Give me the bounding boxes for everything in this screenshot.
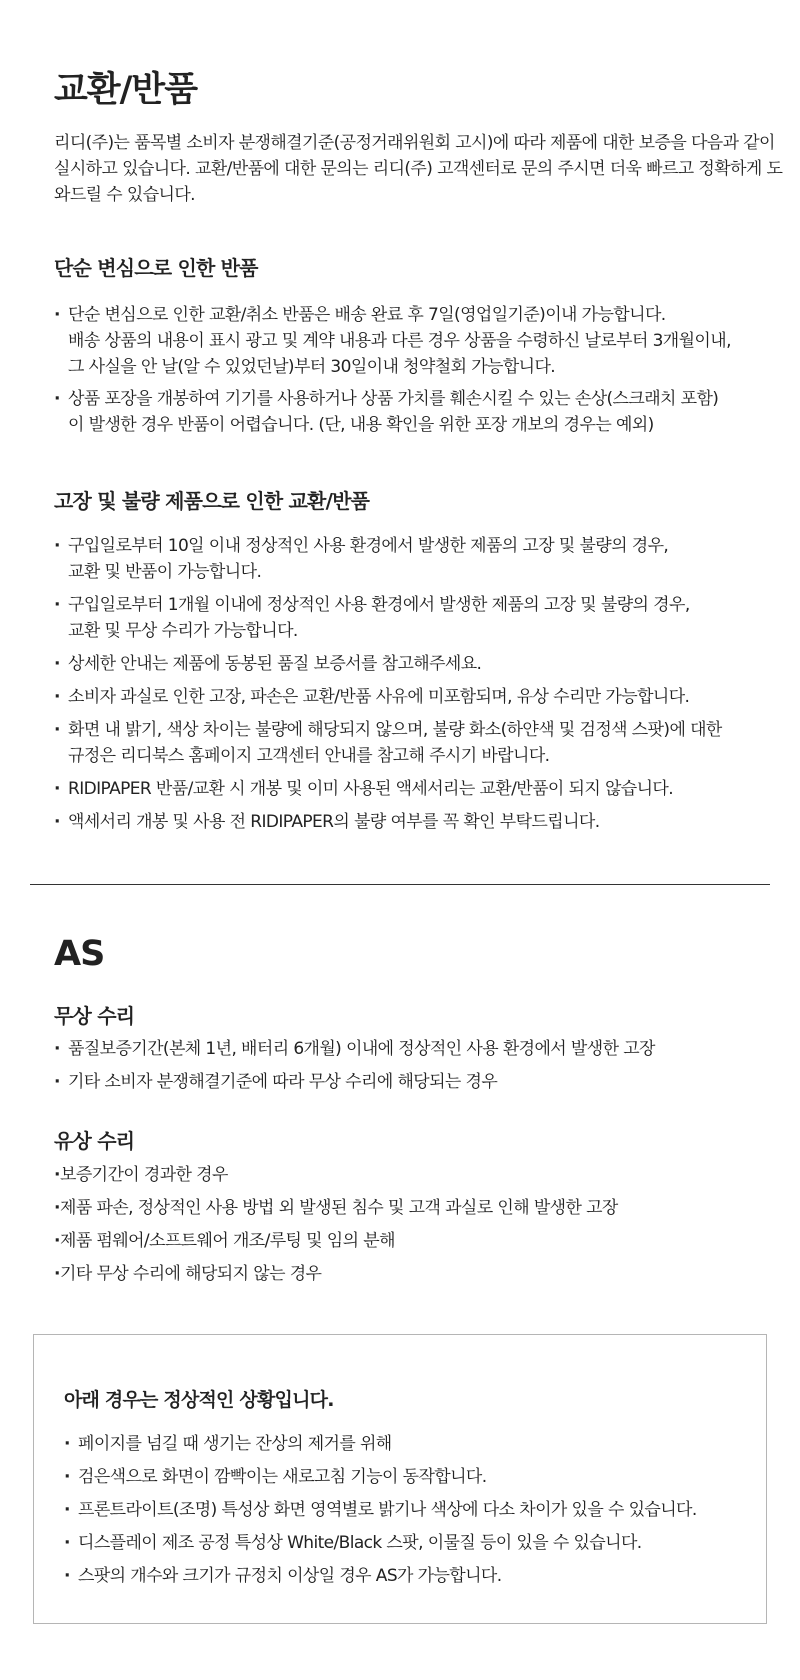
list-item: · 소비자 과실로 인한 고장, 파손은 교환/반품 사유에 미포함되며, 유상 수리만 가능합니다. [54, 684, 794, 710]
paid-repair-title: 유상 수리 [54, 1129, 135, 1153]
exchange-return-intro: 리디(주)는 품목별 소비자 분쟁해결기준(공정거래위원회 고시)에 따라 제품에 대한 보증을 다음과 같이 실시하고 있습니다. 교환/반품에 대한 문의는 리디(주) 고객센터로 문의 주시면 더욱 빠르고 정확하게 도와드릴 수 있습니다. [54, 133, 783, 205]
normal-cases-title: 아래 경우는 정상적인 상황입니다. [64, 1389, 334, 1411]
list-item: · 제품 파손, 정상적인 사용 방법 외 발생된 침수 및 고객 과실로 인해 발생한 고장 [54, 1195, 784, 1221]
list-item: · 제품 펌웨어/소프트웨어 개조/루팅 및 임의 분해 [54, 1228, 784, 1254]
exchange-return-title: 교환/반품 [54, 70, 198, 110]
defect-title: 고장 및 불량 제품으로 인한 교환/반품 [54, 489, 370, 513]
list-item: · 액세서리 개봉 및 사용 전 RIDIPAPER의 불량 여부를 꼭 확인 부탁드립니다. [54, 809, 794, 835]
list-item: · 디스플레이 제조 공정 특성상 White/Black 스팟, 이물질 등이 있을 수 있습니다. [64, 1530, 754, 1556]
list-item: · 프론트라이트(조명) 특성상 화면 영역별로 밝기나 색상에 다소 차이가 있을 수 있습니다. [64, 1497, 754, 1523]
free-repair-list [54, 1036, 784, 1102]
list-item: · 기타 소비자 분쟁해결기준에 따라 무상 수리에 해당되는 경우 [54, 1069, 784, 1095]
free-repair-title: 무상 수리 [54, 1004, 135, 1028]
list-item: · 기타 무상 수리에 해당되지 않는 경우 [54, 1261, 784, 1287]
list-item: · 검은색으로 화면이 깜빡이는 새로고침 기능이 동작합니다. [64, 1464, 754, 1490]
simple-change-title: 단순 변심으로 인한 반품 [54, 256, 258, 280]
normal-cases-box [33, 1334, 767, 1624]
list-item: · 품질보증기간(본체 1년, 배터리 6개월) 이내에 정상적인 사용 환경에서 발생한 고장 [54, 1036, 784, 1062]
as-title: AS [54, 934, 105, 974]
list-item: · RIDIPAPER 반품/교환 시 개봉 및 이미 사용된 액세서리는 교환/반품이 되지 않습니다. [54, 776, 794, 802]
normal-cases-list [64, 1431, 754, 1596]
list-item: · 구입일로부터 10일 이내 정상적인 사용 환경에서 발생한 제품의 고장 및 불량의 경우, 교환 및 반품이 가능합니다. [54, 533, 794, 585]
defect-list [54, 533, 794, 842]
list-item: · 화면 내 밝기, 색상 차이는 불량에 해당되지 않으며, 불량 화소(하얀색 및 검정색 스팟)에 대한 규정은 리디북스 홈페이지 고객센터 안내를 참고해 주시기 바랍니다. [54, 717, 794, 769]
list-item: · 상세한 안내는 제품에 동봉된 품질 보증서를 참고해주세요. [54, 651, 794, 677]
list-item: · 단순 변심으로 인한 교환/취소 반품은 배송 완료 후 7일(영업일기준)이내 가능합니다. 배송 상품의 내용이 표시 광고 및 계약 내용과 다른 경우 상품을 수령하신 날로부터 3개월이내, 그 사실을 안 날(알 수 있었던날)부터 30일이내 청약철회 가능합니다. [54, 302, 794, 380]
list-item: · 상품 포장을 개봉하여 기기를 사용하거나 상품 가치를 훼손시킬 수 있는 손상(스크래치 포함) 이 발생한 경우 반품이 어렵습니다. (단, 내용 확인을 위한 포장 개보의 경우는 예외) [54, 386, 794, 438]
list-item: · 보증기간이 경과한 경우 [54, 1162, 784, 1188]
list-item: · 페이지를 넘길 때 생기는 잔상의 제거를 위해 [64, 1431, 754, 1457]
exchange-return-header [54, 62, 784, 208]
simple-change-list [54, 302, 794, 444]
list-item: · 구입일로부터 1개월 이내에 정상적인 사용 환경에서 발생한 제품의 고장 및 불량의 경우, 교환 및 무상 수리가 가능합니다. [54, 592, 794, 644]
paid-repair-list [54, 1162, 784, 1294]
list-item: · 스팟의 개수와 크기가 규정치 이상일 경우 AS가 가능합니다. [64, 1563, 754, 1589]
section-divider [30, 884, 770, 885]
